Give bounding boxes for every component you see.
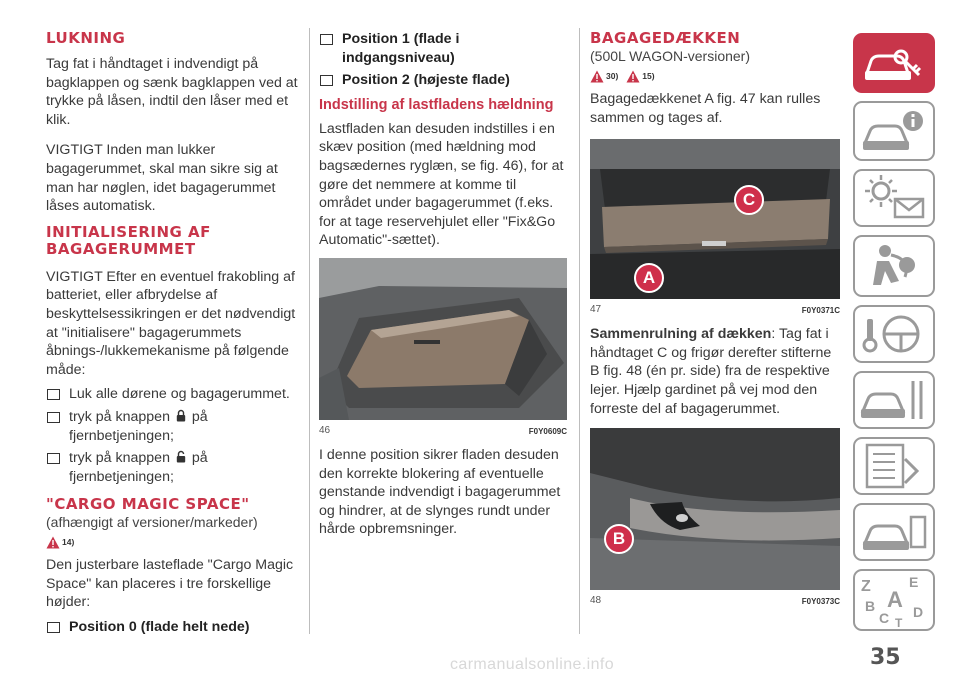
luggage-cover-illustration <box>590 139 840 299</box>
steering-wheel-key-icon <box>855 307 933 361</box>
tab-starting-driving[interactable] <box>853 305 935 363</box>
text-initialisering: VIGTIGT Efter en eventuel frakobling af batteriet, eller afbrydelse af beskyttelsessikringen er det nødvendigt at "initialisere" bagagerummets åbnings-/lukkemekanisme på følgende måde: <box>46 268 296 378</box>
warning-reference: 14) <box>46 534 302 550</box>
tab-car-info[interactable] <box>853 101 935 161</box>
callout-b: B <box>604 524 634 554</box>
cover-pin-illustration <box>590 428 840 590</box>
text-sammenrulning: Sammenrulning af dækken: Tag fat i håndtaget C og frigør derefter stifterne B fig. 48 (én pr. side) fra de respektive lejer. Hjælp gardinet på vej mod den forreste del af bagagerummet. <box>590 326 832 417</box>
list-item: tryk på knappen på fjernbetjeningen; <box>46 408 302 445</box>
text-blocking: I denne position sikrer fladen desuden den korrekte blokering af eventuelle genstande indvendigt i bagagerummet og hindrer, at de slynges rundt under hårde opbremsninger. <box>319 446 561 538</box>
text-haeldning: Lastfladen kan desuden indstilles i en skæv position (med hældning mod bagsædernes ryglæn, se fig. 46), for at gøre det nemmere at komme til området under bagagerummet (f.eks. for at tage reservehjulet eller "Fix&Go Automatic"-sættet). <box>319 120 564 249</box>
list-item: Luk alle dørene og bagagerummet. <box>46 385 302 404</box>
checkbox-bullet-icon <box>320 34 333 45</box>
text-vigtigt-close: VIGTIGT Inden man lukker bagagerummet, skal man sikre sig at man har nøglen, idet bagagerummet låses automatisk. <box>46 142 278 215</box>
tab-safety[interactable] <box>853 235 935 297</box>
index-letter: E <box>909 574 919 590</box>
tab-warning-lights[interactable] <box>853 169 935 227</box>
cargo-floor-illustration <box>319 258 567 420</box>
warning-reference: 30) 15) <box>590 68 840 84</box>
checkbox-bullet-icon <box>320 75 333 86</box>
tab-in-emergency[interactable] <box>853 371 935 429</box>
index-letter: T <box>895 616 903 629</box>
subtitle-cargo-magic-space: (afhængigt af versioner/markeder) <box>46 514 258 531</box>
text-lukning: Tag fat i håndtaget i indvendigt på bagklappen og sænk bagklappen ved at trykke på låsen, indtil den låser med et klik. <box>46 56 298 128</box>
checkbox-bullet-icon <box>47 412 60 423</box>
index-letter: C <box>879 610 890 626</box>
figure-47-caption: 47 F0Y0371C <box>590 304 840 316</box>
column-1 <box>46 30 302 641</box>
tab-technical-specs[interactable] <box>853 503 935 561</box>
figure-46-image <box>319 258 567 420</box>
car-info-icon <box>855 103 933 159</box>
subtitle-bagagedaekken: (500L WAGON-versioner) <box>590 48 751 64</box>
callout-c: C <box>734 185 764 215</box>
car-key-icon <box>855 35 933 91</box>
heading-haeldning: Indstilling af lastfladens hældning <box>319 96 554 113</box>
checkbox-bullet-icon <box>47 622 60 633</box>
index-letter: D <box>913 604 924 620</box>
heading-cargo-magic-space: "CARGO MAGIC SPACE" <box>46 495 250 514</box>
heading-bagagedaekken: BAGAGEDÆKKEN <box>590 29 741 47</box>
index-letter: A <box>887 587 903 612</box>
index-letter: Z <box>861 578 871 595</box>
checkbox-bullet-icon <box>47 453 60 464</box>
figure-47-image <box>590 139 840 299</box>
car-specs-icon <box>855 505 933 559</box>
list-item: Position 0 (flade helt nede) <box>46 618 302 637</box>
watermark: carmanualsonline.info <box>450 656 615 673</box>
column-divider <box>579 28 580 634</box>
list-item: Position 2 (højeste flade) <box>319 71 567 90</box>
list-item: tryk på knappen på fjernbetjeningen; <box>46 449 302 486</box>
heading-lukning: LUKNING <box>46 29 126 47</box>
warning-triangle-icon <box>46 536 60 549</box>
text-cargo-magic-space: Den justerbare lasteflade "Cargo Magic Space" kan placeres i tre forskellige højder: <box>46 557 294 611</box>
figure-46-caption: 46 F0Y0609C <box>319 424 567 436</box>
tab-maintenance[interactable] <box>853 437 935 495</box>
list-item: Position 1 (flade i indgangsniveau) <box>319 30 567 67</box>
lock-icon <box>176 409 186 422</box>
maintenance-list-icon <box>855 439 933 493</box>
alphabetical-index-icon <box>855 571 933 629</box>
column-2 <box>319 30 567 545</box>
unlock-icon <box>176 450 186 463</box>
figure-48-caption: 48 F0Y0373C <box>590 595 840 607</box>
warning-triangle-icon <box>626 70 640 83</box>
column-3 <box>590 30 840 606</box>
index-letter: B <box>865 598 876 614</box>
warning-lights-message-icon <box>855 171 933 225</box>
column-divider <box>309 28 310 634</box>
car-tools-icon <box>855 373 933 427</box>
callout-a: A <box>634 263 664 293</box>
warning-triangle-icon <box>590 70 604 83</box>
figure-48-image <box>590 428 840 590</box>
airbag-passenger-icon <box>855 237 933 295</box>
checkbox-bullet-icon <box>47 389 60 400</box>
tab-car-key[interactable] <box>853 33 935 93</box>
heading-initialisering: INITIALISERING AF BAGAGERUMMET <box>46 222 211 258</box>
text-bagagedaekken: Bagagedækkenet A fig. 47 kan rulles sammen og tages af. <box>590 91 821 126</box>
tab-index[interactable] <box>853 569 935 631</box>
page-number: 35 <box>870 645 901 670</box>
